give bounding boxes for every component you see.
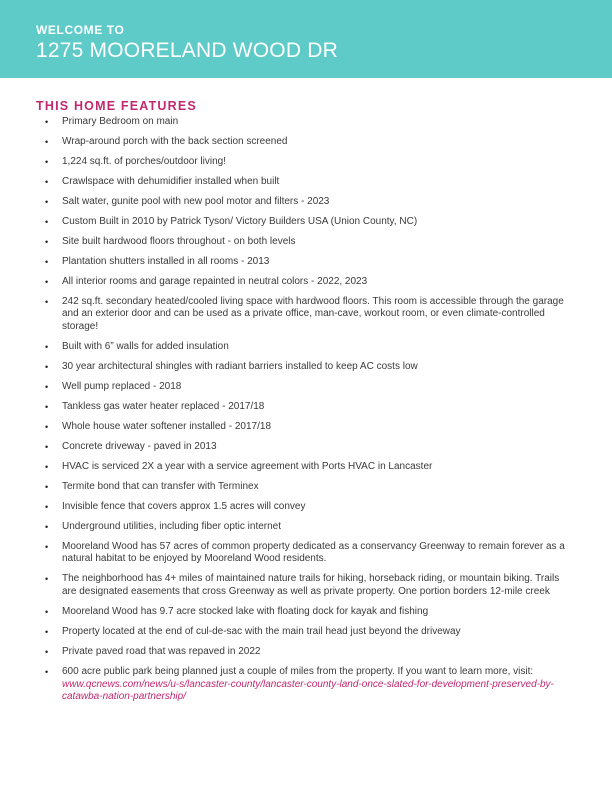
header-band (0, 0, 612, 78)
feature-text: Built with 6” walls for added insulation (62, 341, 229, 353)
list-item (45, 215, 566, 229)
feature-text: Tankless gas water heater replaced - 2017/18 (62, 400, 265, 412)
feature-text: Primary Bedroom on main (62, 116, 179, 127)
bullet-icon: • (45, 501, 49, 512)
list-item (45, 460, 566, 474)
list-item (45, 480, 566, 494)
bullet-icon: • (45, 421, 49, 432)
list-item (45, 573, 566, 598)
bullet-icon: • (45, 541, 49, 552)
article-link[interactable]: www.qcnews.com/news/u-s/lancaster-county/lancaster-county-land-once-slated-for-development-preserved-by-catawba-nation-partnership/ (62, 678, 554, 703)
feature-text: Private paved road that was repaved in 2022 (62, 646, 261, 657)
feature-text: All interior rooms and garage repainted in neutral colors - 2022, 2023 (62, 275, 368, 287)
property-address: 1275 MOORELAND WOOD DR (36, 39, 338, 62)
bullet-icon: • (45, 481, 49, 492)
bullet-icon: • (45, 607, 49, 618)
feature-text: Property located at the end of cul-de-sac with the main trail head just beyond the driveway (62, 626, 461, 638)
list-item (45, 381, 566, 394)
list-item (45, 626, 566, 639)
feature-text: Salt water, gunite pool with new pool motor and filters - 2023 (62, 195, 330, 207)
list-item (45, 520, 566, 534)
list-item (45, 420, 566, 434)
list-item (45, 440, 566, 454)
feature-text: Well pump replaced - 2018 (62, 381, 182, 392)
list-item (45, 175, 566, 189)
feature-text: Invisible fence that covers approx 1.5 acres will convey (62, 500, 306, 512)
list-item (45, 155, 566, 169)
feature-text: HVAC is serviced 2X a year with a service agreement with Ports HVAC in Lancaster (62, 460, 433, 472)
feature-text: Custom Built in 2010 by Patrick Tyson/ Victory Builders USA (Union County, NC) (62, 215, 418, 227)
list-item (45, 606, 566, 619)
list-item (45, 540, 566, 566)
list-item (45, 665, 566, 704)
bullet-icon: • (45, 521, 49, 532)
feature-text: Site built hardwood floors throughout - on both levels (62, 235, 296, 247)
bullet-icon: • (45, 136, 49, 147)
bullet-icon: • (45, 382, 49, 392)
feature-text: Whole house water softener installed - 2017/18 (62, 420, 272, 432)
feature-text: The neighborhood has 4+ miles of maintained nature trails for hiking, horseback riding, or mountain biking. Trails are designated easements that cross Greenway as well as private property. One portion borders 12-mile creek (62, 573, 560, 598)
feature-list (0, 116, 612, 704)
feature-text: Mooreland Wood has 9.7 acre stocked lake with floating dock for kayak and fishing (62, 606, 429, 618)
bullet-icon: • (45, 196, 49, 207)
section-title: THIS HOME FEATURES (36, 99, 197, 113)
feature-text: 30 year architectural shingles with radiant barriers installed to keep AC costs low (62, 361, 418, 373)
bullet-icon: • (45, 441, 49, 452)
feature-text: 600 acre public park being planned just a couple of miles from the property. If you want to learn more, visit: (62, 665, 534, 677)
list-item (45, 341, 566, 354)
bullet-icon: • (45, 666, 49, 677)
feature-text: Wrap-around porch with the back section screened (62, 135, 288, 147)
feature-text: Concrete driveway - paved in 2013 (62, 440, 217, 452)
feature-text: 242 sq.ft. secondary heated/cooled living space with hardwood floors. This room is accessible through the garage and an exterior door and can be used as a private office, man-cave, workout room, or even climate-controlled storage! (62, 295, 564, 333)
bullet-icon: • (45, 216, 49, 227)
list-item (45, 275, 566, 289)
list-item (45, 400, 566, 414)
bullet-icon: • (45, 256, 49, 267)
welcome-label: WELCOME TO (36, 23, 125, 37)
list-item (45, 646, 566, 659)
bullet-icon: • (45, 342, 49, 353)
feature-text: 1,224 sq.ft. of porches/outdoor living! (62, 155, 226, 167)
bullet-icon: • (45, 296, 49, 307)
list-item (45, 135, 566, 149)
bullet-icon: • (45, 156, 49, 167)
feature-text: Crawlspace with dehumidifier installed when built (62, 175, 280, 187)
list-item (45, 500, 566, 514)
bullet-icon: • (45, 236, 49, 247)
bullet-icon: • (45, 461, 49, 472)
bullet-icon: • (45, 117, 49, 127)
feature-text: Termite bond that can transfer with Terminex (62, 480, 259, 492)
bullet-icon: • (45, 362, 49, 373)
bullet-icon: • (45, 574, 49, 585)
feature-text: Plantation shutters installed in all rooms - 2013 (62, 255, 270, 267)
bullet-icon: • (45, 401, 49, 412)
bullet-icon: • (45, 176, 49, 187)
list-item (45, 195, 566, 209)
feature-text: Mooreland Wood has 57 acres of common property dedicated as a conservancy Greenway to remain forever as a natural habitat to be enjoyed by Mooreland Wood residents. (62, 540, 565, 565)
bullet-icon: • (45, 647, 49, 657)
list-item (45, 116, 566, 129)
list-item (45, 255, 566, 269)
feature-text: Underground utilities, including fiber optic internet (62, 520, 282, 532)
bullet-icon: • (45, 276, 49, 287)
list-item (45, 295, 566, 334)
bullet-icon: • (45, 627, 49, 638)
list-item (45, 235, 566, 249)
list-item (45, 361, 566, 374)
